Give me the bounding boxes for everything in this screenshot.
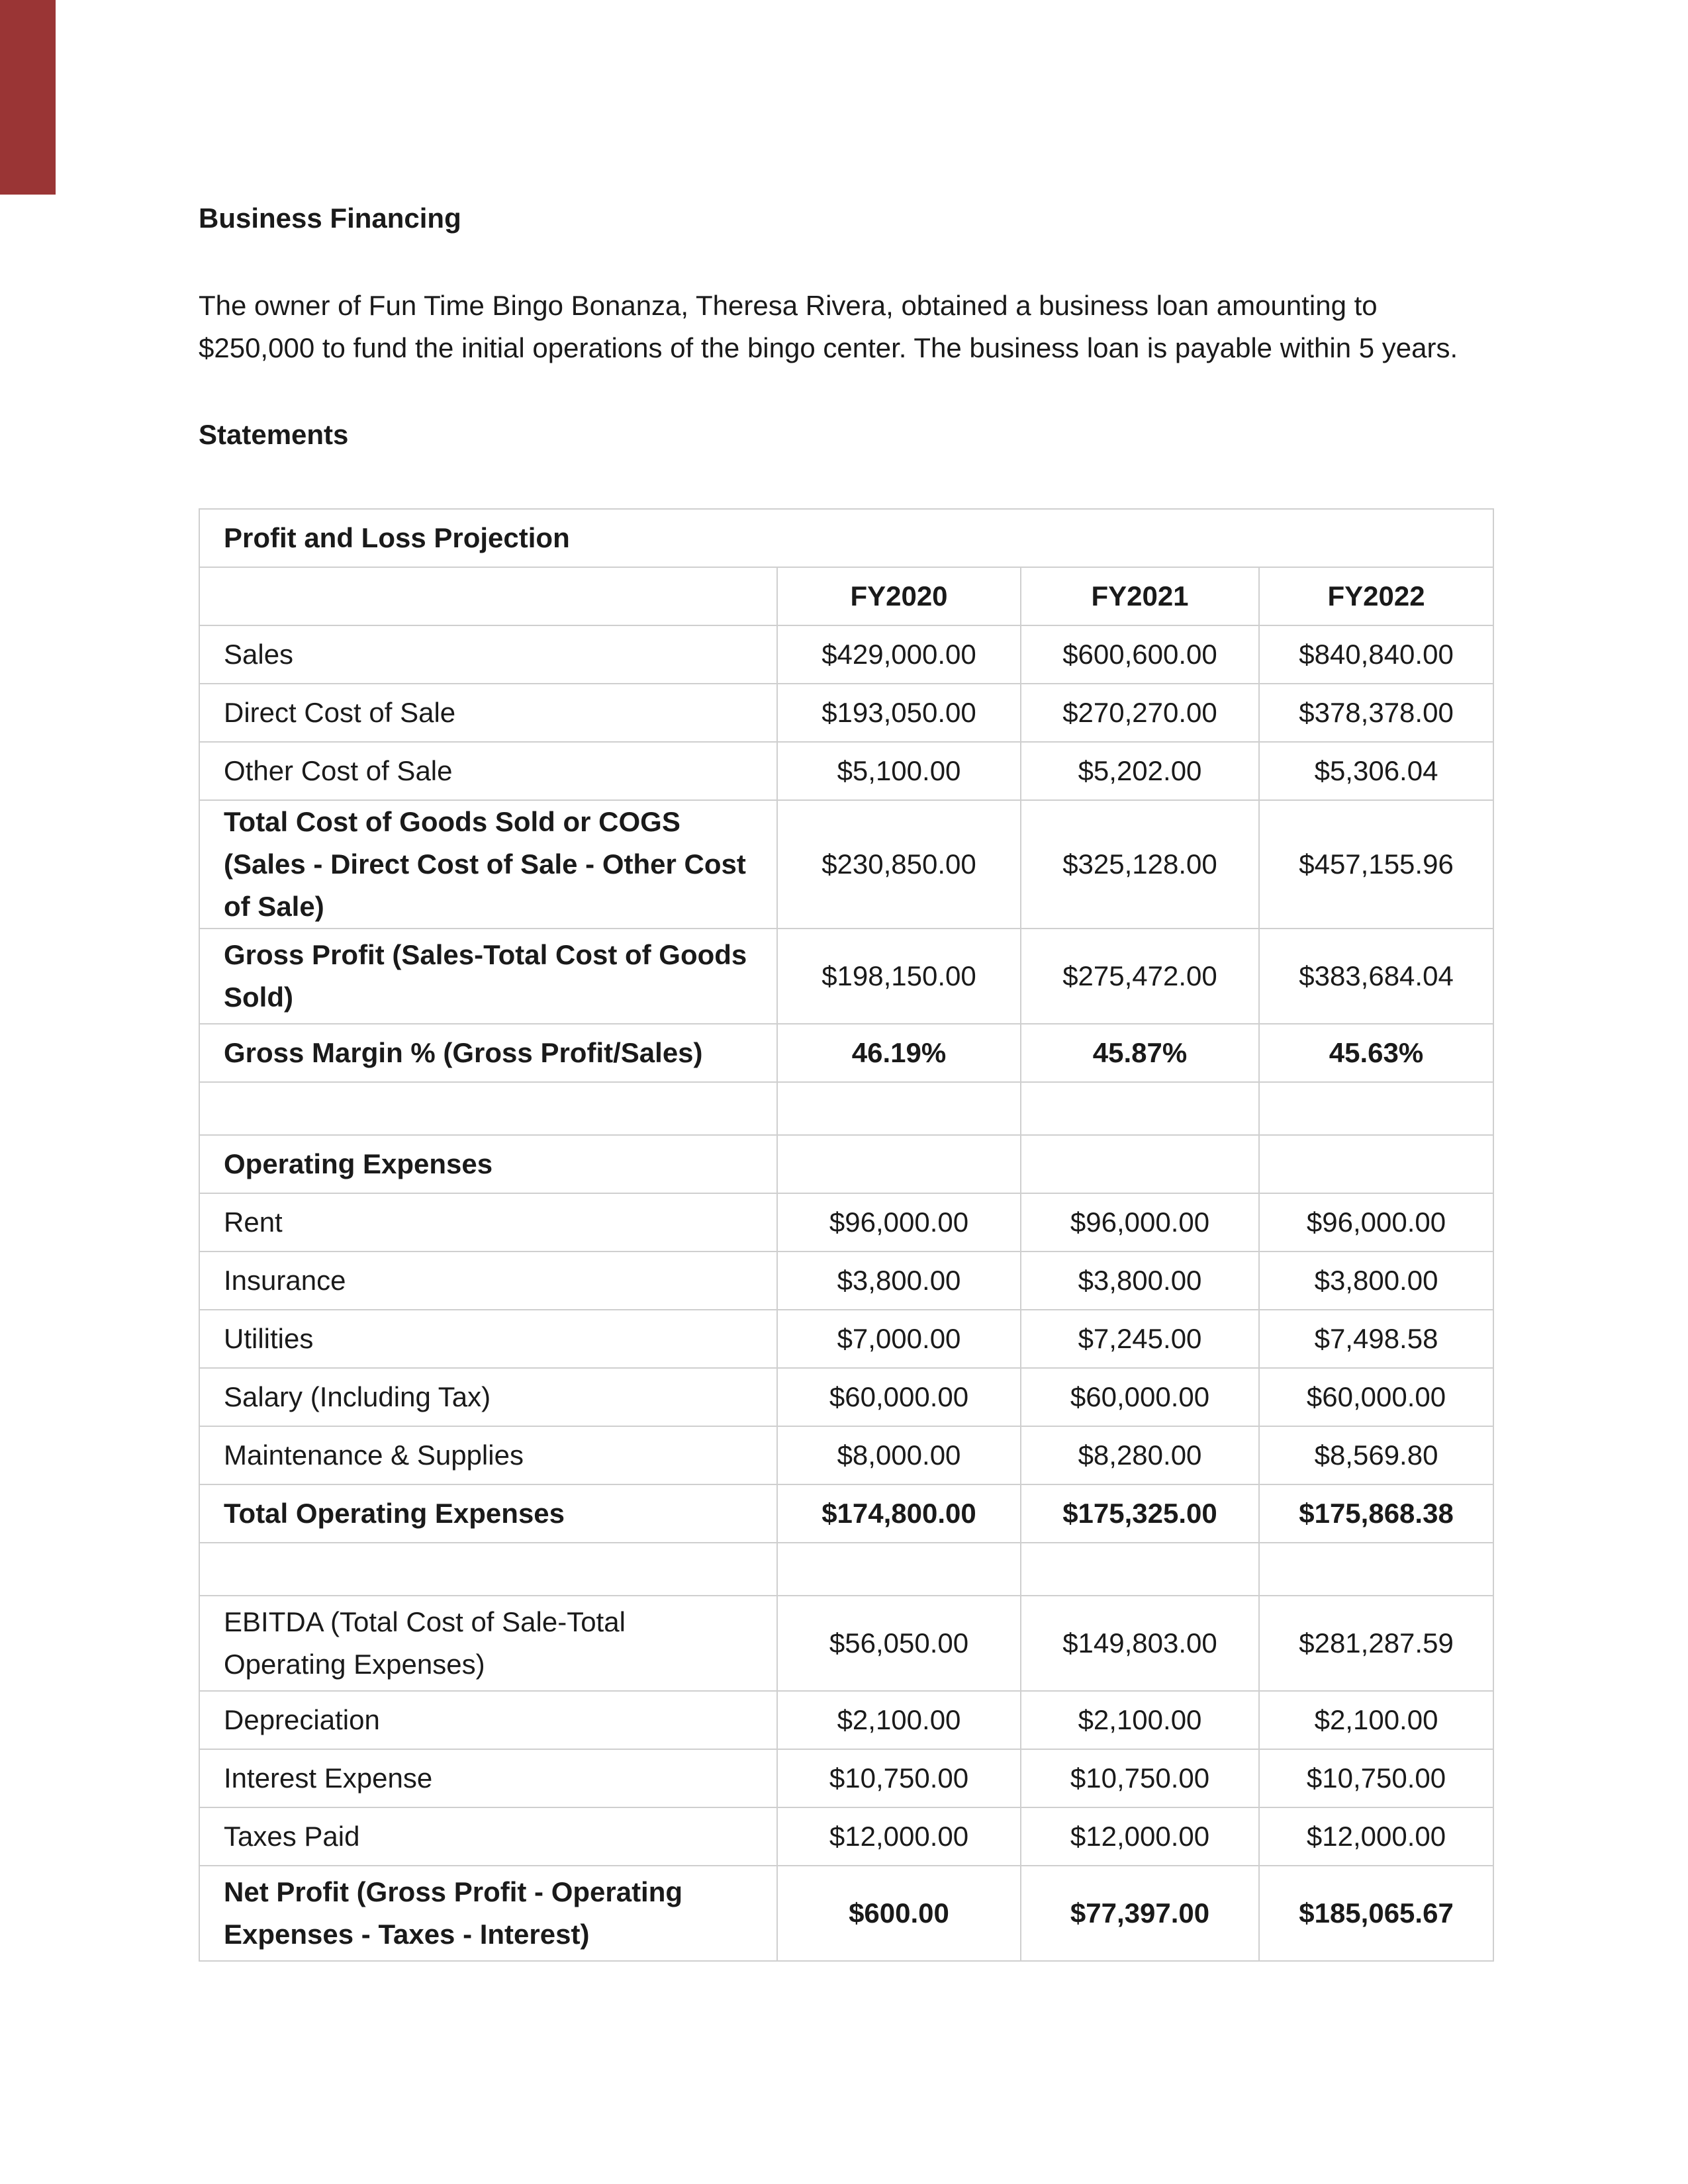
cell-value: $56,050.00 bbox=[777, 1596, 1021, 1691]
cell-value: $600.00 bbox=[777, 1866, 1021, 1961]
cell-value: $10,750.00 bbox=[1259, 1749, 1493, 1807]
table-row-net-profit bbox=[199, 1866, 1493, 1961]
row-label bbox=[199, 1543, 777, 1596]
row-label: Gross Margin % (Gross Profit/Sales) bbox=[199, 1024, 777, 1082]
cell-value: $3,800.00 bbox=[777, 1251, 1021, 1310]
row-label: Sales bbox=[199, 625, 777, 684]
row-label: Gross Profit (Sales-Total Cost of Goods Sold) bbox=[199, 929, 777, 1024]
cell-value: 45.87% bbox=[1021, 1024, 1259, 1082]
table-row-utilities bbox=[199, 1310, 1493, 1368]
row-label: Salary (Including Tax) bbox=[199, 1368, 777, 1426]
cell-value: $60,000.00 bbox=[777, 1368, 1021, 1426]
table-row-maintenance bbox=[199, 1426, 1493, 1484]
table-row-insurance bbox=[199, 1251, 1493, 1310]
cell-value: $96,000.00 bbox=[1259, 1193, 1493, 1251]
cell-value bbox=[1259, 1082, 1493, 1135]
cell-value bbox=[1021, 1543, 1259, 1596]
cell-value: $7,245.00 bbox=[1021, 1310, 1259, 1368]
cell-value: $5,306.04 bbox=[1259, 742, 1493, 800]
row-label: Interest Expense bbox=[199, 1749, 777, 1807]
table-row-direct-cost bbox=[199, 684, 1493, 742]
cell-value: $12,000.00 bbox=[1021, 1807, 1259, 1866]
cell-value: $8,000.00 bbox=[777, 1426, 1021, 1484]
cell-value: $2,100.00 bbox=[1259, 1691, 1493, 1749]
cell-value: $193,050.00 bbox=[777, 684, 1021, 742]
cell-value: $198,150.00 bbox=[777, 929, 1021, 1024]
row-label: Other Cost of Sale bbox=[199, 742, 777, 800]
cell-value bbox=[777, 1082, 1021, 1135]
table-header-row bbox=[199, 567, 1493, 625]
cell-value: $7,000.00 bbox=[777, 1310, 1021, 1368]
cell-value: $5,202.00 bbox=[1021, 742, 1259, 800]
row-label: Net Profit (Gross Profit - Operating Expenses - Taxes - Interest) bbox=[199, 1866, 777, 1961]
row-label: EBITDA (Total Cost of Sale-Total Operating Expenses) bbox=[199, 1596, 777, 1691]
row-label: Operating Expenses bbox=[199, 1135, 777, 1193]
row-label: Total Cost of Goods Sold or COGS (Sales - Direct Cost of Sale - Other Cost of Sale) bbox=[199, 800, 777, 929]
cell-value: $3,800.00 bbox=[1259, 1251, 1493, 1310]
header-cell-label bbox=[199, 567, 777, 625]
row-label: Total Operating Expenses bbox=[199, 1484, 777, 1543]
cell-value: $600,600.00 bbox=[1021, 625, 1259, 684]
table-row-ebitda bbox=[199, 1596, 1493, 1691]
cell-value: $230,850.00 bbox=[777, 800, 1021, 929]
cell-value bbox=[1021, 1082, 1259, 1135]
table-row-spacer bbox=[199, 1543, 1493, 1596]
table-row-gross-profit bbox=[199, 929, 1493, 1024]
cell-value: $60,000.00 bbox=[1021, 1368, 1259, 1426]
cell-value: $3,800.00 bbox=[1021, 1251, 1259, 1310]
cell-value: $383,684.04 bbox=[1259, 929, 1493, 1024]
table-row-total-cogs bbox=[199, 800, 1493, 929]
row-label bbox=[199, 1082, 777, 1135]
table-row-total-operating-expenses bbox=[199, 1484, 1493, 1543]
cell-value: $429,000.00 bbox=[777, 625, 1021, 684]
row-label: Utilities bbox=[199, 1310, 777, 1368]
profit-loss-table bbox=[199, 508, 1494, 1962]
table-title-row bbox=[199, 509, 1493, 567]
financing-paragraph: The owner of Fun Time Bingo Bonanza, Theresa Rivera, obtained a business loan amounting to $250,000 to fund the initial operations of the bingo center. The business loan is payable within 5 years. bbox=[199, 290, 1458, 363]
cell-value: $175,868.38 bbox=[1259, 1484, 1493, 1543]
table-row-rent bbox=[199, 1193, 1493, 1251]
cell-value: 45.63% bbox=[1259, 1024, 1493, 1082]
row-label: Insurance bbox=[199, 1251, 777, 1310]
cell-value: $12,000.00 bbox=[1259, 1807, 1493, 1866]
cell-value: $270,270.00 bbox=[1021, 684, 1259, 742]
cell-value: $149,803.00 bbox=[1021, 1596, 1259, 1691]
cell-value: $281,287.59 bbox=[1259, 1596, 1493, 1691]
cell-value bbox=[1021, 1135, 1259, 1193]
table-row-depreciation bbox=[199, 1691, 1493, 1749]
cell-value: $457,155.96 bbox=[1259, 800, 1493, 929]
cell-value: 46.19% bbox=[777, 1024, 1021, 1082]
cell-value: $77,397.00 bbox=[1021, 1866, 1259, 1961]
cell-value: $60,000.00 bbox=[1259, 1368, 1493, 1426]
table-title: Profit and Loss Projection bbox=[199, 509, 1493, 567]
row-label: Direct Cost of Sale bbox=[199, 684, 777, 742]
table-row-salary bbox=[199, 1368, 1493, 1426]
cell-value bbox=[777, 1543, 1021, 1596]
cell-value: $5,100.00 bbox=[777, 742, 1021, 800]
cell-value: $96,000.00 bbox=[1021, 1193, 1259, 1251]
row-label: Maintenance & Supplies bbox=[199, 1426, 777, 1484]
table-row-spacer bbox=[199, 1082, 1493, 1135]
cell-value: $10,750.00 bbox=[1021, 1749, 1259, 1807]
cell-value: $174,800.00 bbox=[777, 1484, 1021, 1543]
table-row-taxes-paid bbox=[199, 1807, 1493, 1866]
cell-value: $175,325.00 bbox=[1021, 1484, 1259, 1543]
cell-value bbox=[1259, 1135, 1493, 1193]
table-row-interest-expense bbox=[199, 1749, 1493, 1807]
row-label: Taxes Paid bbox=[199, 1807, 777, 1866]
cell-value: $2,100.00 bbox=[777, 1691, 1021, 1749]
cell-value: $96,000.00 bbox=[777, 1193, 1021, 1251]
section-title-statements: Statements bbox=[199, 419, 349, 450]
header-cell-fy2022: FY2022 bbox=[1259, 567, 1493, 625]
cell-value: $2,100.00 bbox=[1021, 1691, 1259, 1749]
header-cell-fy2020: FY2020 bbox=[777, 567, 1021, 625]
cell-value: $8,280.00 bbox=[1021, 1426, 1259, 1484]
cell-value: $275,472.00 bbox=[1021, 929, 1259, 1024]
cell-value bbox=[777, 1135, 1021, 1193]
cell-value: $840,840.00 bbox=[1259, 625, 1493, 684]
table-row-operating-expenses-heading bbox=[199, 1135, 1493, 1193]
cell-value: $378,378.00 bbox=[1259, 684, 1493, 742]
cell-value: $185,065.67 bbox=[1259, 1866, 1493, 1961]
cell-value: $8,569.80 bbox=[1259, 1426, 1493, 1484]
header-cell-fy2021: FY2021 bbox=[1021, 567, 1259, 625]
cell-value: $7,498.58 bbox=[1259, 1310, 1493, 1368]
table-row-other-cost bbox=[199, 742, 1493, 800]
cell-value: $325,128.00 bbox=[1021, 800, 1259, 929]
cell-value: $10,750.00 bbox=[777, 1749, 1021, 1807]
accent-bar bbox=[0, 0, 56, 195]
row-label: Rent bbox=[199, 1193, 777, 1251]
cell-value: $12,000.00 bbox=[777, 1807, 1021, 1866]
table-row-sales bbox=[199, 625, 1493, 684]
table-row-gross-margin bbox=[199, 1024, 1493, 1082]
section-title-business-financing: Business Financing bbox=[199, 203, 461, 234]
cell-value bbox=[1259, 1543, 1493, 1596]
row-label: Depreciation bbox=[199, 1691, 777, 1749]
